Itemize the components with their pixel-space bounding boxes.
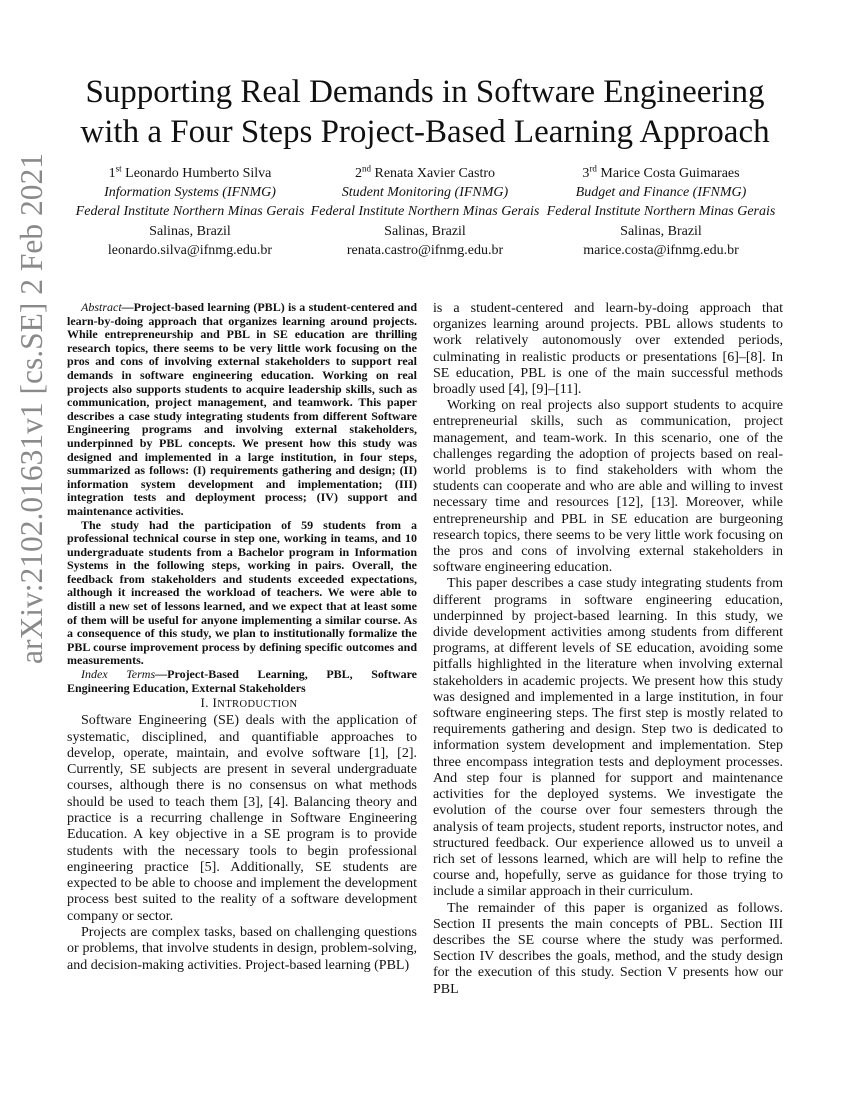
section-heading-introduction: I. INTRODUCTION: [200, 695, 298, 711]
body-paragraph: is a student-centered and learn-by-doing approach that organizes learning around projects. PBL allows students to work relatively autonomously over extended periods, culminating in realistic products or presentations [6]–[8]. In SE education, PBL is one of the main successful methods broadly used [4], [9]–[11].: [433, 301, 783, 398]
body-paragraph: This paper describes a case study integrating students from different programs in software engineering education, underpinned by project-based learning. In this study, we divide development activities among students from different programs, at different levels of SE education, avoiding some pitfalls highlighted in the literature when involving external stakeholders in academic projects. We present how this study was designed and implemented in a large institution, in four software engineering steps. The first step is mostly related to requirements gathering and design. Step two is dedicated to information system development and implementation. Step three encompass integration tests and deployment processes. And step four is planned for support and maintenance activities for the deployed systems. We investigate the evolution of the course over four semesters through the analysis of team projects, student reports, instructor notes, and structured feedback. Our experience allowed us to unveil a rich set of lessons learned, which are will help to refine the course and, hopefully, serve as guidance for those trying to include a similar approach in their curriculum.: [433, 576, 783, 900]
author-name: 3rd Marice Costa Guimaraes: [582, 163, 740, 181]
author-name: 2nd Renata Xavier Castro: [354, 163, 495, 181]
author-affiliation: Budget and Finance (IFNMG): [575, 185, 747, 201]
author-institution: Federal Institute Northern Minas Gerais: [310, 204, 540, 220]
title-line-1: Supporting Real Demands in Software Engineering: [85, 74, 765, 110]
left-column: [67, 301, 417, 974]
abstract-label: Abstract: [81, 300, 122, 314]
body-paragraph: Software Engineering (SE) deals with the application of systematic, disciplined, and quantifiable approaches to develop, operate, maintain, and evolve software [1], [2]. Currently, SE subjects are present in several undergraduate courses, although there is no consensus on what methods should be used to teach them [3], [4]. Balancing theory and practice is a recurring challenge in Software Engineering Education. A key objective in a SE program is to provide students with the necessary tools to begin professional engineering practice [5]. Additionally, SE students are expected to be able to choose and implement the development process best suited to the reality of a software development company or sector.: [67, 713, 417, 924]
index-terms-label: Index Terms: [81, 667, 156, 682]
author-affiliation: Information Systems (IFNMG): [104, 185, 276, 201]
author-block-3: [543, 164, 779, 260]
author-institution: Federal Institute Northern Minas Gerais: [546, 204, 776, 220]
author-location: Salinas, Brazil: [384, 223, 466, 239]
index-terms: Index Terms—Project-Based Learning, PBL, Software Engineering Education, External Stakeholders: [67, 667, 417, 695]
index-terms-text: Project-Based Learning, PBL, Software Engineering Education, External Stakeholders: [67, 667, 417, 695]
author-block-1: [72, 164, 308, 260]
author-affiliation: Student Monitoring (IFNMG): [341, 185, 509, 201]
author-email: marice.costa@ifnmg.edu.br: [583, 242, 739, 258]
body-paragraph: Projects are complex tasks, based on challenging questions or problems, that involve students in design, problem-solving, and decision-making activities. Project-based learning (PBL): [67, 925, 417, 973]
abstract-text: Project-based learning (PBL) is a student-centered and learn-by-doing approach that organizes learning around projects. While entrepreneurship and PBL in SE education are thrilling research topics, there seems to be very little work focusing on the pros and cons of involving external stakeholders to support real demands in software engineering education. Working on real projects also supports students to acquire leadership skills, such as communication, project management, and teamwork. This paper describes a case study integrating students from different Software Engineering programs and involving external stakeholders, underpinned by PBL concepts. We present how this study was designed and implemented in a large institution, in four steps, summarized as follows: (I) requirements gathering and design; (II) information system development and implementation; (III) integration tests and deployment process; (IV) support and maintenance activities.: [67, 300, 417, 518]
body-paragraph: Working on real projects also support students to acquire entrepreneurial skills, such as communication, project management, and team-work. In this scenario, one of the challenges regarding the adoption of projects based on real-world problems is to find stakeholders with whom the students can cooperate and who are able and willing to invest necessary time and resources [12], [13]. Moreover, while entrepreneurship and PBL in SE education are burgeoning research topics, there seems to be very little work focusing on the pros and cons of involving external stakeholders in software engineering education.: [433, 398, 783, 576]
author-location: Salinas, Brazil: [149, 223, 231, 239]
author-email: leonardo.silva@ifnmg.edu.br: [107, 242, 273, 258]
author-block-2: [307, 164, 543, 260]
author-location: Salinas, Brazil: [620, 223, 702, 239]
right-column: [433, 301, 783, 998]
author-email: renata.castro@ifnmg.edu.br: [346, 242, 504, 258]
body-paragraph: The remainder of this paper is organized as follows. Section II presents the main concepts of PBL. Section III describes the SE course where the study was performed. Section IV describes the goals, method, and the study design for the execution of this study. Section V presents how our PBL: [433, 900, 783, 997]
paper-title: [40, 72, 810, 152]
abstract-paragraph-2: The study had the participation of 59 students from a professional technical course in step one, working in teams, and 10 undergraduate students from a Bachelor program in Information Systems in the following steps, working in pairs. Overall, the feedback from stakeholders and students exceeded expectations, although it increased the workload of teachers. We were able to distill a new set of lessons learned, and we expect that at least some of them will be useful for anyone implementing a similar course. As a consequence of this study, we plan to institutionally formalize the PBL course improvement process by defining specific outcomes and measurements.: [67, 517, 417, 668]
arxiv-identifier-stamp: arXiv:2102.01631v1 [cs.SE] 2 Feb 2021: [14, 153, 49, 664]
abstract-paragraph-1: Abstract—Project-based learning (PBL) is a student-centered and learn-by-doing approach that organizes learning around projects. While entrepreneurship and PBL in SE education are thrilling research topics, there seems to be very little work focusing on the pros and cons of involving external stakeholders to support real demands in software engineering education. Working on real projects also supports students to acquire leadership skills, such as communication, project management, and teamwork. This paper describes a case study integrating students from different Software Engineering programs and involving external stakeholders, underpinned by PBL concepts. We present how this study was designed and implemented in a large institution, in four steps, summarized as follows: (I) requirements gathering and design; (II) information system development and implementation; (III) integration tests and deployment process; (IV) support and maintenance activities.: [67, 300, 417, 518]
author-name: 1st Leonardo Humberto Silva: [108, 163, 272, 181]
author-institution: Federal Institute Northern Minas Gerais: [75, 204, 305, 220]
title-line-2: with a Four Steps Project-Based Learning Approach: [80, 114, 770, 150]
